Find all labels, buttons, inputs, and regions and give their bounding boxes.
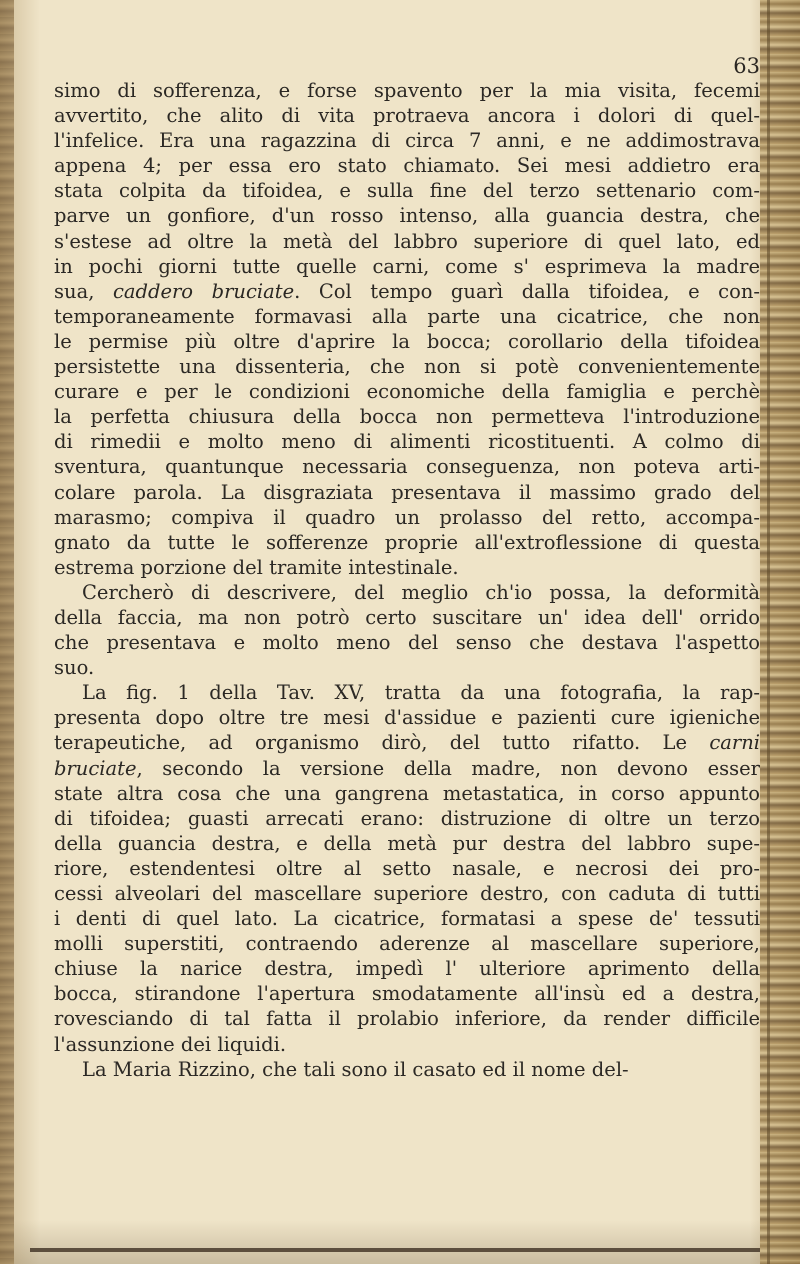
text-line: appena 4; per essa ero stato chiamato. Sei mesi addietro era <box>54 154 760 178</box>
paragraph <box>54 1057 760 1082</box>
text-line: persistette una dissenteria, che non si potè convenientemente <box>54 355 760 379</box>
text-line: simo di sofferenza, e forse spavento per la mia visita, fecemi <box>54 79 760 102</box>
text-line: Cercherò di descrivere, del meglio ch'io possa, la deformità <box>82 580 760 604</box>
page-number: 63 <box>733 54 760 78</box>
text-line: le permise più oltre d'aprire la bocca; corollario della tifoidea <box>54 329 760 353</box>
text-line: suo. <box>54 656 95 680</box>
text-line: terapeutiche, ad organismo dirò, del tutto rifatto. Le carni <box>54 731 760 755</box>
text-line: che presentava e molto meno del senso che destava l'aspetto <box>54 631 760 655</box>
text-line: sventura, quantunque necessaria conseguenza, non poteva arti- <box>54 455 760 479</box>
book-binding-edge <box>760 0 800 1264</box>
text-line: curare e per le condizioni economiche della famiglia e perchè <box>54 380 760 404</box>
text-line: della faccia, ma non potrò certo suscitare un' idea dell' orrido <box>54 605 760 629</box>
text-line: bocca, stirandone l'apertura smodatamente all'insù ed a destra, <box>54 982 760 1006</box>
text-line: bruciate, secondo la versione della madre, non devono esser <box>54 756 760 780</box>
text-line: cessi alveolari del mascellare superiore destro, con caduta di tutti <box>54 882 760 905</box>
text-line: di rimedii e molto meno di alimenti ricostituenti. A colmo di <box>54 430 760 454</box>
italic-text: caddero bruciate <box>112 279 295 303</box>
text-line: della guancia destra, e della metà pur destra del labbro supe- <box>54 831 760 855</box>
text-line: l'assunzione dei liquidi. <box>54 1032 287 1056</box>
paragraph <box>54 78 760 580</box>
italic-text: bruciate <box>54 756 137 780</box>
text-line: state altra cosa che una gangrena metastatica, in corso appunto <box>54 781 760 805</box>
text-line: molli superstiti, contraendo aderenze al mascellare superiore, <box>54 932 760 956</box>
binding-shadow-line <box>767 0 770 1264</box>
text-line: temporaneamente formavasi alla parte una cicatrice, che non <box>54 304 760 328</box>
text-line: estrema porzione del tramite intestinale. <box>54 555 459 579</box>
page-left-edge <box>0 0 14 1264</box>
text-line: marasmo; compiva il quadro un prolasso del retto, accompa- <box>54 505 760 529</box>
paragraph <box>54 680 760 1056</box>
text-line: presenta dopo oltre tre mesi d'assidue e pazienti cure igieniche <box>54 706 760 730</box>
text-line: in pochi giorni tutte quelle carni, come s' esprimeva la madre <box>54 254 760 278</box>
text-line: chiuse la narice destra, impedì l' ulteriore aprimento della <box>54 957 760 981</box>
text-line: riore, estendentesi oltre al setto nasale, e necrosi dei pro- <box>54 856 760 880</box>
italic-text: carni <box>709 731 760 755</box>
text-line: La Maria Rizzino, che tali sono il casato ed il nome del- <box>82 1057 629 1081</box>
text-line: sua, caddero bruciate. Col tempo guarì dalla tifoidea, e con- <box>54 279 760 303</box>
text-line: la perfetta chiusura della bocca non permetteva l'introduzione <box>54 405 760 429</box>
text-line: di tifoidea; guasti arrecati erano: distruzione di oltre un terzo <box>54 806 760 830</box>
text-line: colare parola. La disgraziata presentava il massimo grado del <box>54 480 760 504</box>
text-line: stata colpita da tifoidea, e sulla fine del terzo settenario com- <box>54 179 760 203</box>
text-line: La fig. 1 della Tav. XV, tratta da una fotografia, la rap- <box>82 681 760 705</box>
page-bottom-edge <box>30 1248 760 1252</box>
text-line: parve un gonfiore, d'un rosso intenso, alla guancia destra, che <box>54 204 760 228</box>
text-line: gnato da tutte le sofferenze proprie all'extroflessione di questa <box>54 530 760 554</box>
text-line: l'infelice. Era una ragazzina di circa 7 anni, e ne addimostrava <box>54 129 760 153</box>
text-line: s'estese ad oltre la metà del labbro superiore di quel lato, ed <box>54 229 760 253</box>
text-line: i denti di quel lato. La cicatrice, formatasi a spese de' tessuti <box>54 907 760 931</box>
body-text <box>54 78 760 1082</box>
text-line: rovesciando di tal fatta il prolabio inferiore, da render difficile <box>54 1007 760 1031</box>
text-line: avvertito, che alito di vita protraeva ancora i dolori di quel- <box>54 104 760 128</box>
paragraph <box>54 580 760 680</box>
